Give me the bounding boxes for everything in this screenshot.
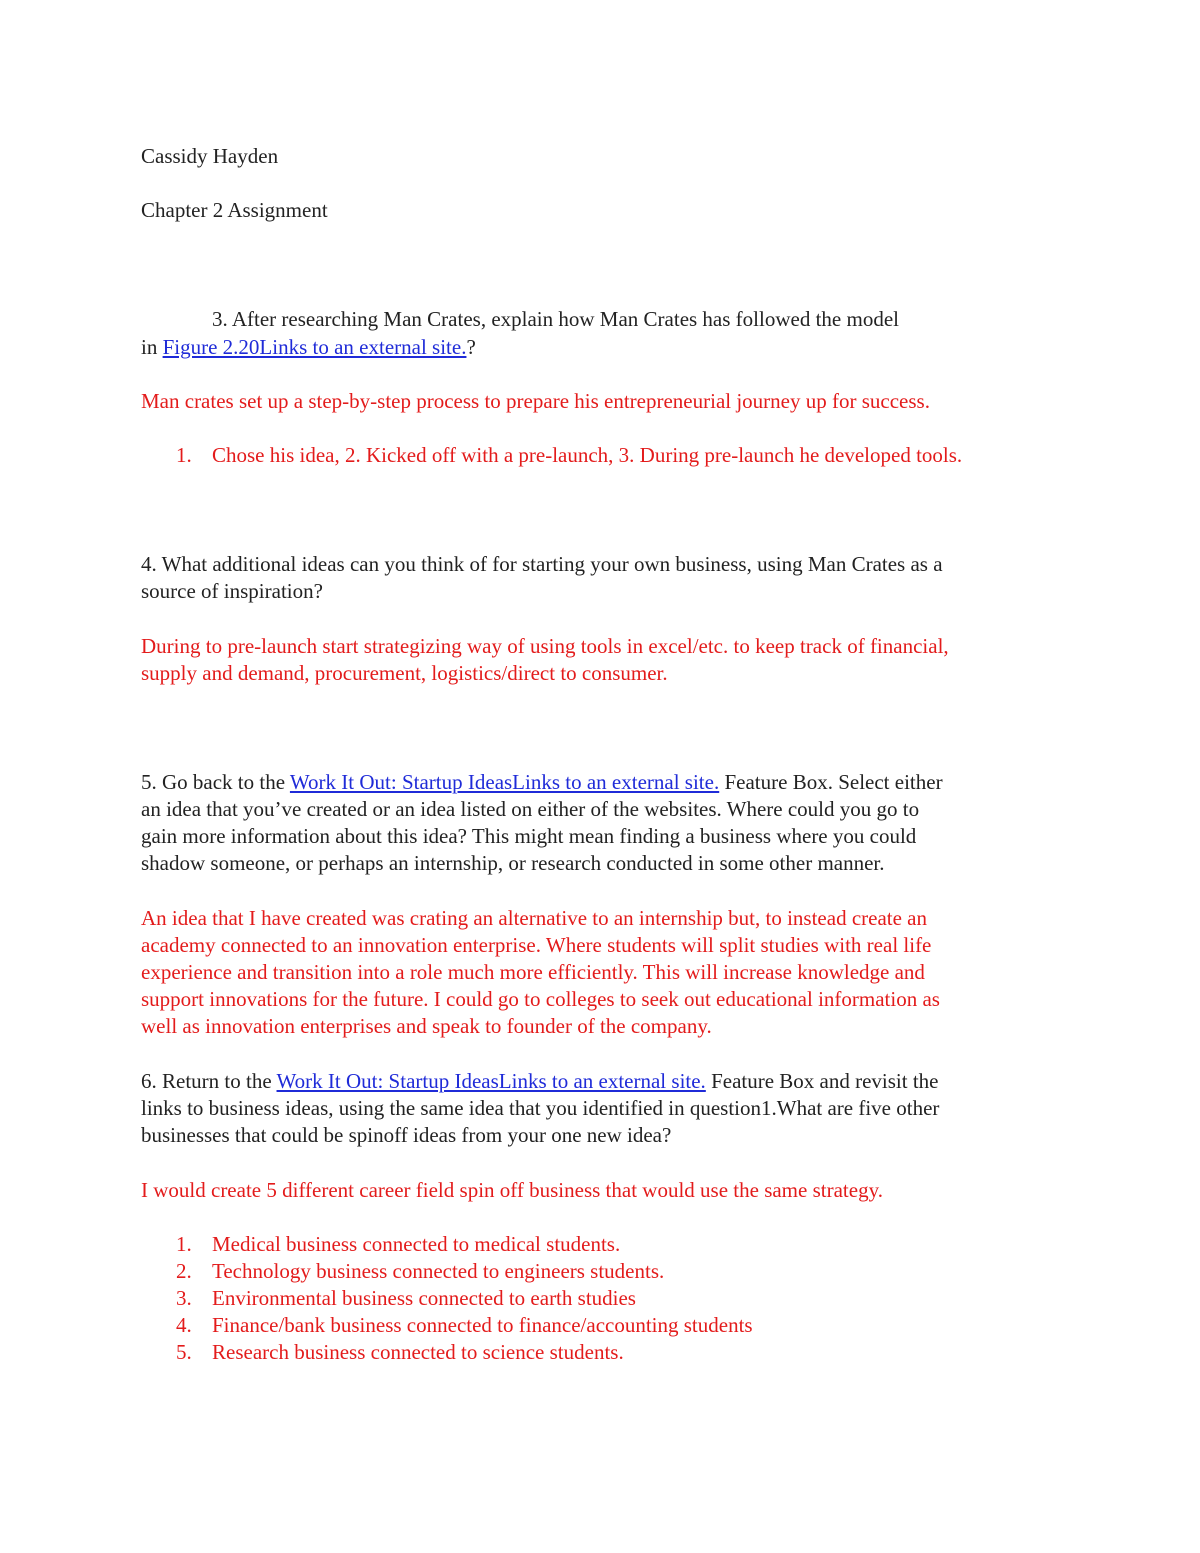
q5-question-line1 xyxy=(141,769,943,796)
figure-2-20-link[interactable]: Figure 2.20Links to an external site. xyxy=(162,335,467,359)
q3-question-suffix: ? xyxy=(466,335,476,359)
q6-list-number: 1. xyxy=(176,1232,192,1256)
q5-answer-line4: support innovations for the future. I could go to colleges to seek out educational information as xyxy=(141,987,940,1011)
q6-list-number: 2. xyxy=(176,1259,192,1283)
work-it-out-link-q6[interactable]: Work It Out: Startup IdeasLinks to an external site. xyxy=(276,1069,706,1093)
q5-question-line2: an idea that you’ve created or an idea listed on either of the websites. Where could you go to xyxy=(141,797,920,821)
q3-question-line2 xyxy=(141,334,476,361)
q6-question-prefix: 6. Return to the xyxy=(141,1069,277,1093)
q6-list-item: Research business connected to science students. xyxy=(212,1340,624,1364)
work-it-out-link-q5[interactable]: Work It Out: Startup IdeasLinks to an external site. xyxy=(289,770,720,794)
q6-list-number: 4. xyxy=(176,1313,192,1337)
q3-list-item: Chose his idea, 2. Kicked off with a pre-launch, 3. During pre-launch he developed tools. xyxy=(212,443,963,467)
assignment-title: Chapter 2 Assignment xyxy=(141,198,328,222)
q5-answer-line5: well as innovation enterprises and speak to founder of the company. xyxy=(141,1014,712,1038)
q4-question-line1: 4. What additional ideas can you think of for starting your own business, using Man Crates as a xyxy=(141,552,943,576)
q5-question-prefix: 5. Go back to the xyxy=(141,770,290,794)
q6-list-item: Environmental business connected to earth studies xyxy=(212,1286,636,1310)
q5-question-line3: gain more information about this idea? This might mean finding a business where you could xyxy=(141,824,917,848)
q6-list-number: 5. xyxy=(176,1340,192,1364)
q6-answer: I would create 5 different career field spin off business that would use the same strategy. xyxy=(141,1178,883,1202)
q4-answer-line2: supply and demand, procurement, logistics/direct to consumer. xyxy=(141,661,668,685)
q6-list-item: Finance/bank business connected to finance/accounting students xyxy=(212,1313,753,1337)
q4-answer-line1: During to pre-launch start strategizing way of using tools in excel/etc. to keep track of financial, xyxy=(141,634,949,658)
q6-question-suffix: Feature Box and revisit the xyxy=(705,1069,939,1093)
q5-question-line4: shadow someone, or perhaps an internship, or research conducted in some other manner. xyxy=(141,851,885,875)
q3-question-line1: 3. After researching Man Crates, explain how Man Crates has followed the model xyxy=(212,307,899,331)
q6-question-line3: businesses that could be spinoff ideas from your one new idea? xyxy=(141,1123,672,1147)
q5-answer-line1: An idea that I have created was crating an alternative to an internship but, to instead create an xyxy=(141,906,928,930)
q5-answer-line2: academy connected to an innovation enterprise. Where students will split studies with real life xyxy=(141,933,932,957)
q4-question-line2: source of inspiration? xyxy=(141,579,323,603)
q3-answer: Man crates set up a step-by-step process to prepare his entrepreneurial journey up for success. xyxy=(141,389,930,413)
q6-list-item: Medical business connected to medical students. xyxy=(212,1232,621,1256)
q5-answer-line3: experience and transition into a role much more efficiently. This will increase knowledge and xyxy=(141,960,925,984)
q3-list-number: 1. xyxy=(176,443,192,467)
author-name: Cassidy Hayden xyxy=(141,144,279,168)
q6-question-line2: links to business ideas, using the same idea that you identified in question1.What are five other xyxy=(141,1096,940,1120)
q3-question-prefix: in xyxy=(141,335,163,359)
q6-question-line1 xyxy=(141,1068,939,1095)
q6-list-item: Technology business connected to engineers students. xyxy=(212,1259,665,1283)
q5-question-suffix: Feature Box. Select either xyxy=(719,770,943,794)
q6-list-number: 3. xyxy=(176,1286,192,1310)
